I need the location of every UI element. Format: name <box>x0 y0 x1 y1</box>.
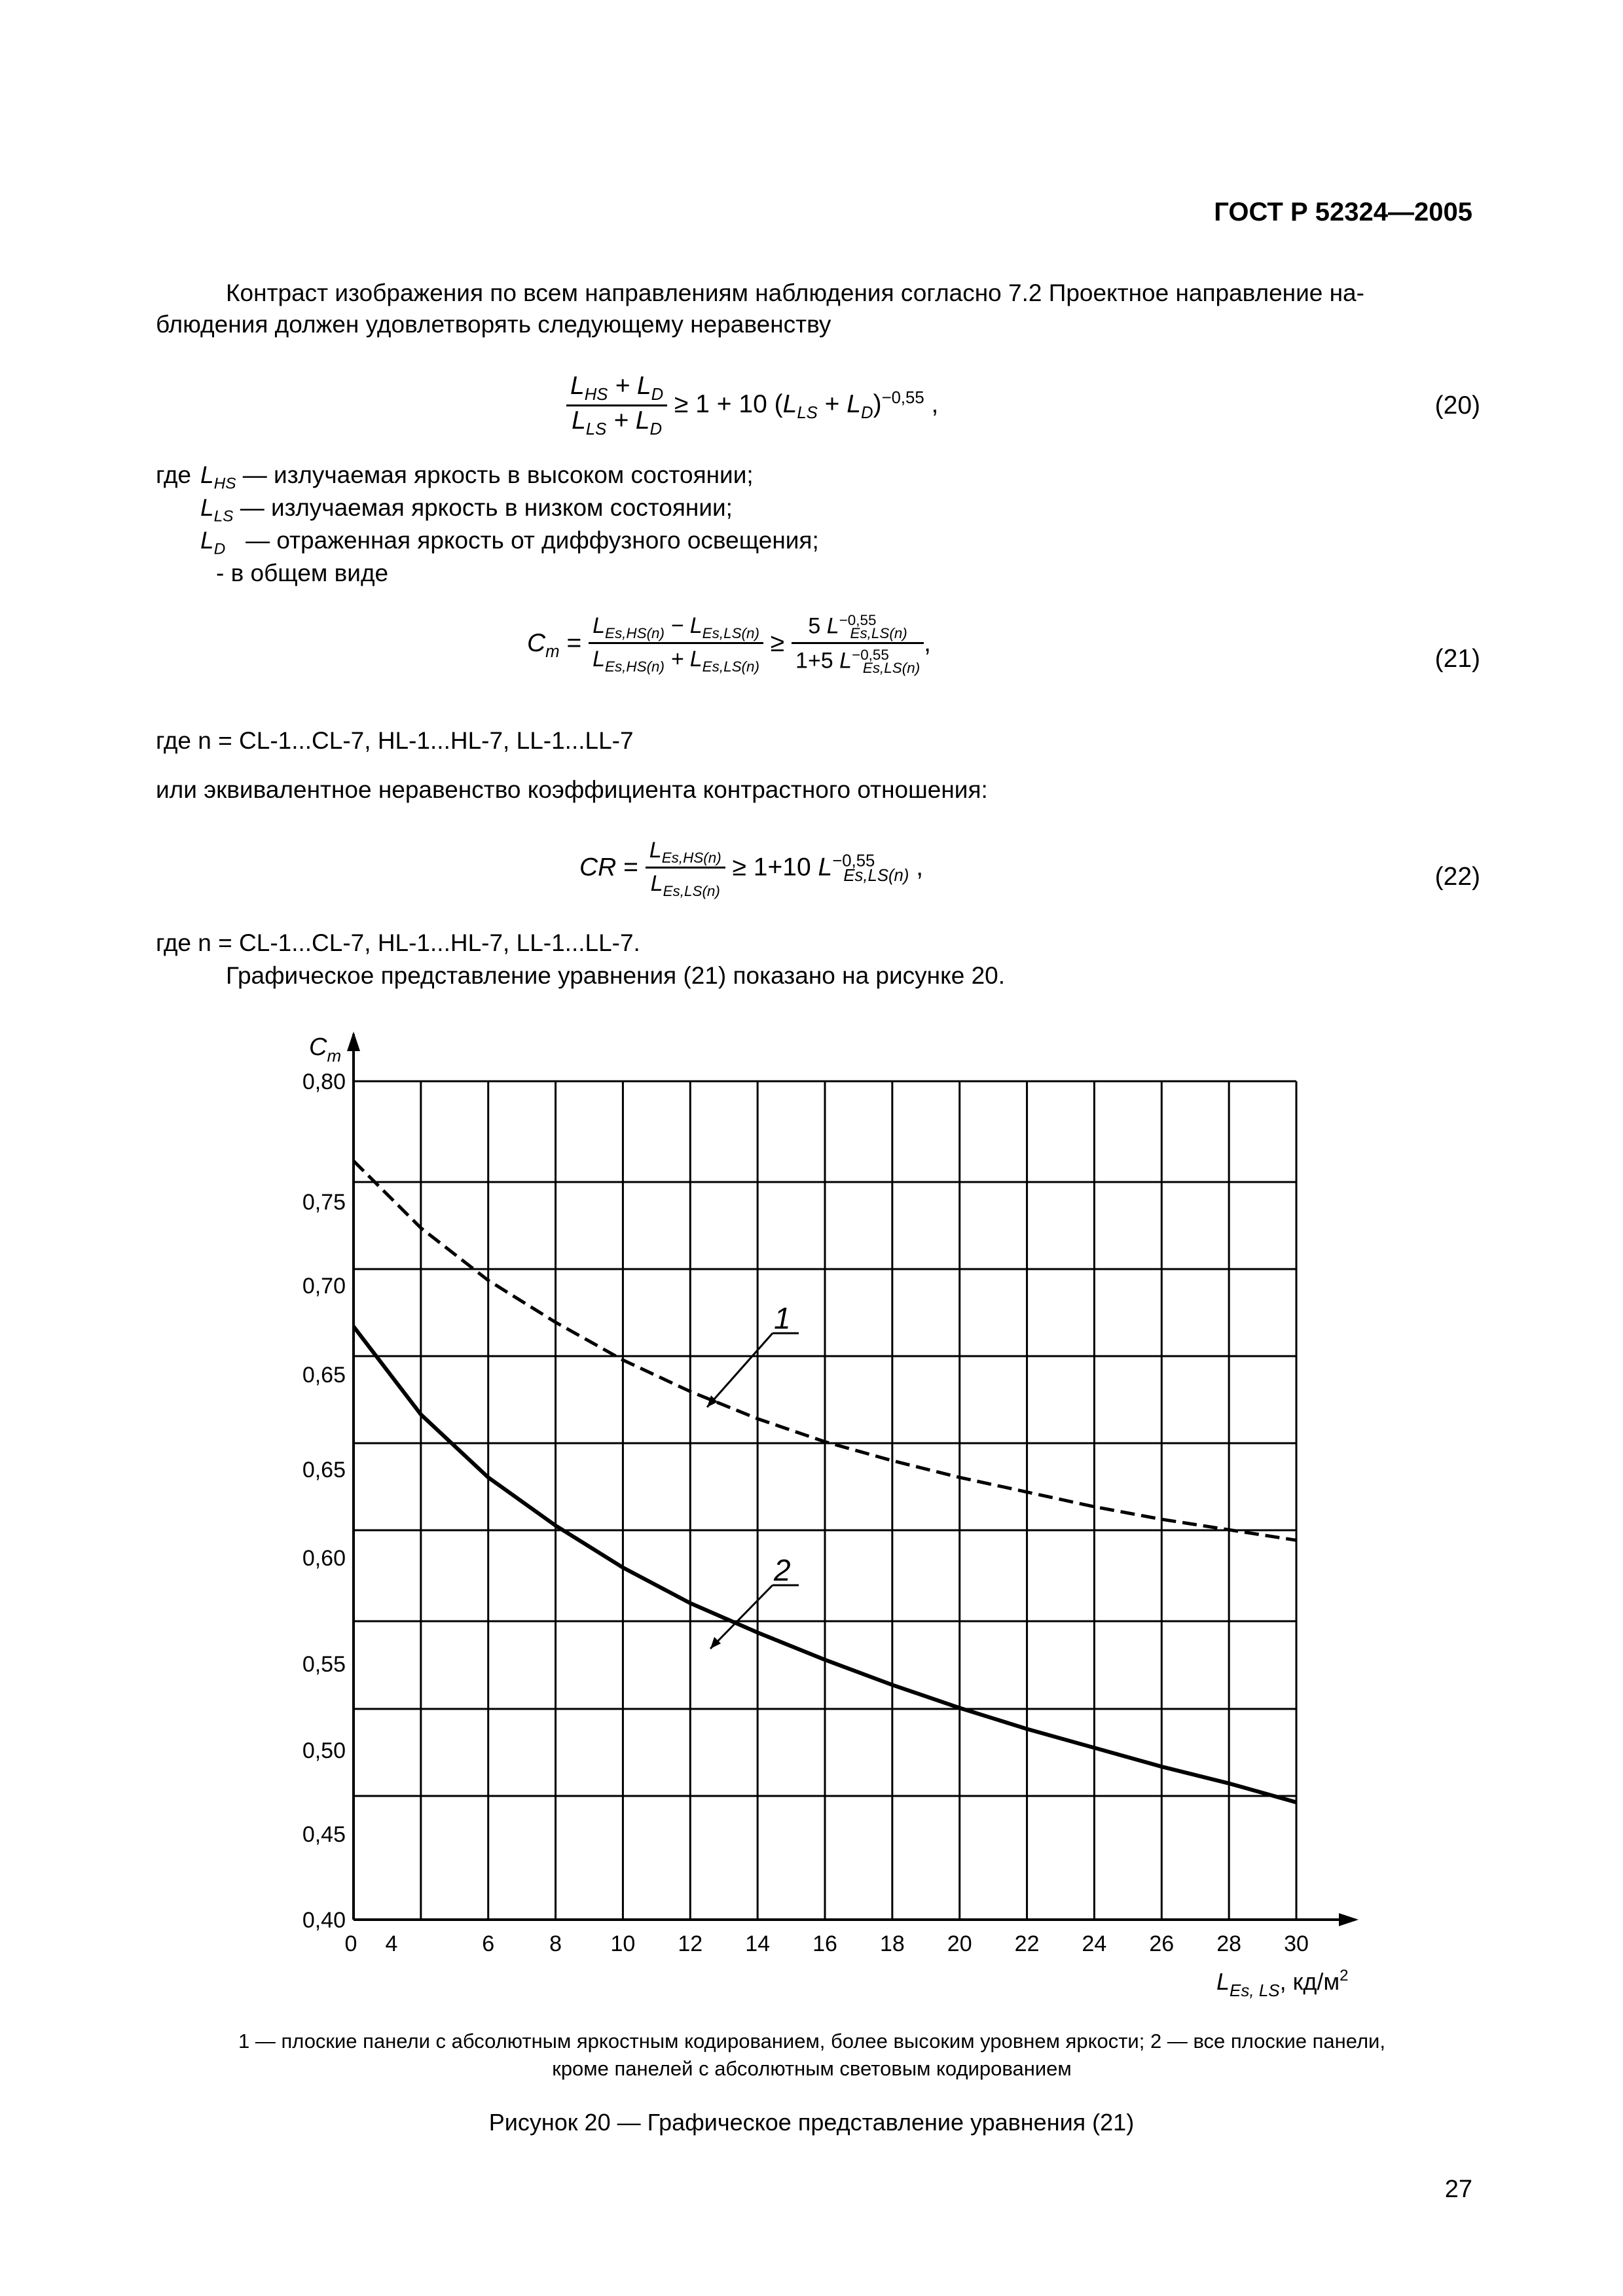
equation-22-number: (22) <box>1434 863 1480 891</box>
eq21-fraction-left: $\frac{L_{Es,HS(n)} - L_{Es,LS(n)}}{L_{Es,HS(n)} + L_{Es,LS(n)}}$ <box>589 613 763 675</box>
figure-legend-line-2 <box>151 2055 1473 2083</box>
where20-lead: где <box>156 461 192 488</box>
y-tick-label: 0,40 <box>302 1908 346 1933</box>
figure-20-chart <box>249 1008 1427 2003</box>
callout-label-1: 1 <box>774 1301 791 1335</box>
chart-axes <box>347 1031 1359 1926</box>
x-axis-label: $L_{Es, LS}$, $кд/м^2$ <box>1216 1967 1349 2000</box>
x-tick-label: 8 <box>549 1931 562 1956</box>
x-tick-label: 12 <box>678 1931 703 1956</box>
eq22-fraction: $\frac{L_{Es,HS(n)}}{L_{Es,LS(n)}}$ <box>646 838 725 900</box>
where20-general: - в общем виде <box>216 560 389 586</box>
where20-text-hs: — излучаемая яркость в высоком состоянии; <box>242 461 754 488</box>
where20-symbol-ls: $L_{LS}$ <box>200 494 234 526</box>
equation-20 <box>566 372 938 439</box>
where20-symbol-hs: $L_{HS}$ <box>200 461 236 493</box>
x-tick-label: 4 <box>385 1931 398 1956</box>
where22-text: где n = CL-1...CL-7, HL-1...HL-7, LL-1...LL-7. <box>156 929 640 956</box>
x-tick-label: 0 <box>344 1931 357 1956</box>
equation-21-number: (21) <box>1434 645 1480 673</box>
intro-line-2: блюдения должен удовлетворять следующему неравенству <box>156 311 831 338</box>
y-tick-label: 0,80 <box>302 1069 346 1094</box>
alt-inequality-text: или эквивалентное неравенство коэффициента контрастного отношения: <box>156 776 988 803</box>
eq20-fraction <box>566 372 667 439</box>
y-tick-label: 0,65 <box>302 1458 346 1482</box>
chart-grid <box>354 1081 1296 1920</box>
y-axis-label: $C_m$ <box>309 1033 342 1066</box>
y-tick-label: 0,50 <box>302 1738 346 1763</box>
x-tick-label: 30 <box>1284 1931 1309 1956</box>
legend-text-1: 1 — плоские панели с абсолютным яркостным кодированием, более высоким уровнем яркости; 2 — все плоские панели, <box>238 2030 1385 2053</box>
eq20-numerator: $L_{HS} + L_D$ <box>566 372 667 406</box>
document-header: ГОСТ Р 52324—2005 <box>1214 198 1472 226</box>
figure-caption: Рисунок 20 — Графическое представление уравнения (21) <box>488 2109 1135 2136</box>
where21-text: где n = CL-1...CL-7, HL-1...HL-7, LL-1...LL-7 <box>156 727 634 754</box>
x-tick-label: 24 <box>1082 1931 1107 1956</box>
equation-20-number: (20) <box>1434 391 1480 420</box>
where20-text-d: — отраженная яркость от диффузного освещения; <box>246 527 819 554</box>
where20-text-ls: — излучаемая яркость в низком состоянии; <box>240 494 733 521</box>
x-tick-label: 6 <box>482 1931 495 1956</box>
x-tick-label: 10 <box>610 1931 636 1956</box>
figure-legend-line-1 <box>151 2028 1473 2055</box>
eq21-fraction-right: $\frac{5 L^{-0,55}_{Es,LS(n)}}{1+5 L^{-0,55}_{Es,LS(n)}}$ <box>792 612 924 677</box>
x-tick-label: 22 <box>1014 1931 1040 1956</box>
y-axis-arrow <box>347 1031 360 1051</box>
y-tick-label: 0,65 <box>302 1363 346 1388</box>
chart-ticks <box>302 1069 1309 1956</box>
eq20-denominator: $L_{LS} + L_D$ <box>572 406 663 439</box>
legend-text-2: кроме панелей с абсолютным световым кодированием <box>552 2057 1072 2080</box>
x-tick-label: 18 <box>879 1931 905 1956</box>
chart-callouts <box>707 1301 799 1649</box>
x-tick-label: 26 <box>1149 1931 1175 1956</box>
callout-leader-1 <box>707 1333 773 1407</box>
eq20-rhs: ≥ 1 + 10 $(L_{LS} + L_D)^{-0,55}$ , <box>674 388 939 422</box>
y-tick-label: 0,45 <box>302 1822 346 1847</box>
x-tick-label: 20 <box>947 1931 972 1956</box>
graph-reference: Графическое представление уравнения (21) показано на рисунке 20. <box>226 962 1005 989</box>
y-tick-label: 0,70 <box>302 1274 346 1299</box>
equation-21: $C_m$ = $\frac{L_{Es,HS(n)} - L_{Es,LS(n)}}{L_{Es,HS(n)} + L_{Es,LS(n)}}$ ≥ $\frac{5 L^{-0,55}_{Es,LS(n)}}{1+5 L^{-0,55}_{Es,LS(n)}}$ , <box>527 612 932 677</box>
equation-22: CR = $\frac{L_{Es,HS(n)}}{L_{Es,LS(n)}}$ ≥ 1+10 $L^{-0,55}_{Es,LS(n)}$ , <box>579 838 924 899</box>
y-tick-label: 0,75 <box>302 1190 346 1215</box>
x-tick-label: 28 <box>1216 1931 1242 1956</box>
intro-line-1: Контраст изображения по всем направлениям наблюдения согласно 7.2 Проектное направление на- <box>226 279 1364 306</box>
y-tick-label: 0,60 <box>302 1546 346 1571</box>
y-tick-label: 0,55 <box>302 1652 346 1677</box>
page-number: 27 <box>1444 2176 1472 2203</box>
where20-symbol-d: $L_D$ <box>200 527 226 558</box>
x-tick-label: 16 <box>812 1931 837 1956</box>
callout-label-2: 2 <box>774 1553 791 1587</box>
x-axis-arrow <box>1339 1913 1359 1926</box>
chart-axis-labels <box>309 1033 1349 2000</box>
x-tick-label: 14 <box>745 1931 771 1956</box>
